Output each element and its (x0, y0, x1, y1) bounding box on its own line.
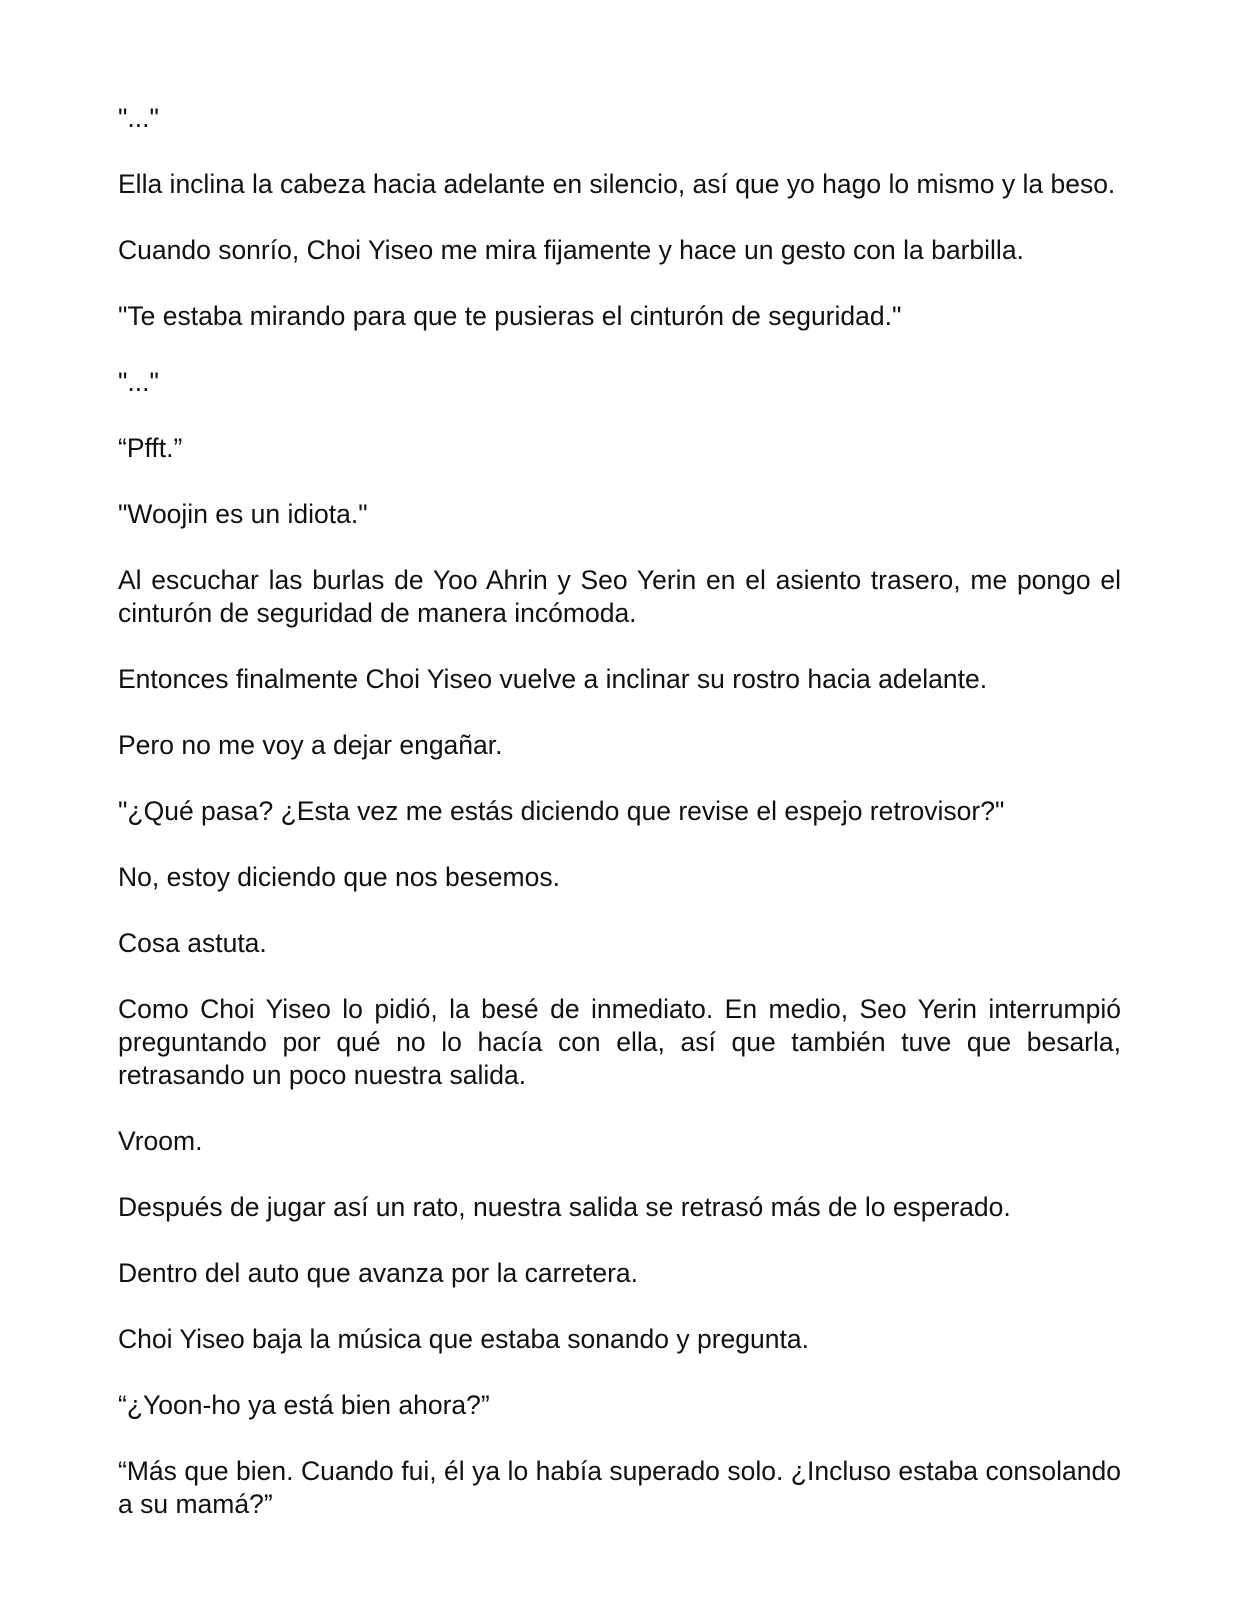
paragraph-17: Dentro del auto que avanza por la carretera. (118, 1258, 639, 1288)
paragraph-7: "Woojin es un idiota." (118, 499, 368, 529)
paragraph-15: Vroom. (118, 1126, 203, 1156)
paragraph-18: Choi Yiseo baja la música que estaba sonando y pregunta. (118, 1324, 809, 1354)
paragraph-20: “Más que bien. Cuando fui, él ya lo había superado solo. ¿Incluso estaba consolando a su mamá?” (118, 1456, 1121, 1519)
paragraph-11: "¿Qué pasa? ¿Esta vez me estás diciendo que revise el espejo retrovisor?" (118, 796, 1005, 826)
paragraph-19: “¿Yoon-ho ya está bien ahora?” (118, 1390, 490, 1420)
paragraph-13: Cosa astuta. (118, 928, 267, 958)
paragraph-3: Cuando sonrío, Choi Yiseo me mira fijamente y hace un gesto con la barbilla. (118, 235, 1024, 265)
paragraph-4: "Te estaba mirando para que te pusieras el cinturón de seguridad." (118, 301, 902, 331)
paragraph-10: Pero no me voy a dejar engañar. (118, 730, 503, 760)
paragraph-6: “Pfft.” (118, 433, 183, 463)
document-body (118, 102, 1121, 1554)
paragraph-9: Entonces finalmente Choi Yiseo vuelve a inclinar su rostro hacia adelante. (118, 664, 988, 694)
paragraph-14: Como Choi Yiseo lo pidió, la besé de inmediato. En medio, Seo Yerin interrumpió preguntando por qué no lo hacía con ella, así que también tuve que besarla, retrasando un poco nuestra salida. (118, 994, 1121, 1090)
paragraph-2: Ella inclina la cabeza hacia adelante en silencio, así que yo hago lo mismo y la beso. (118, 169, 1116, 199)
paragraph-16: Después de jugar así un rato, nuestra salida se retrasó más de lo esperado. (118, 1192, 1011, 1222)
paragraph-5: "..." (118, 367, 159, 397)
paragraph-1: "..." (118, 103, 159, 133)
paragraph-8: Al escuchar las burlas de Yoo Ahrin y Seo Yerin en el asiento trasero, me pongo el cinturón de seguridad de manera incómoda. (118, 565, 1121, 628)
paragraph-12: No, estoy diciendo que nos besemos. (118, 862, 560, 892)
